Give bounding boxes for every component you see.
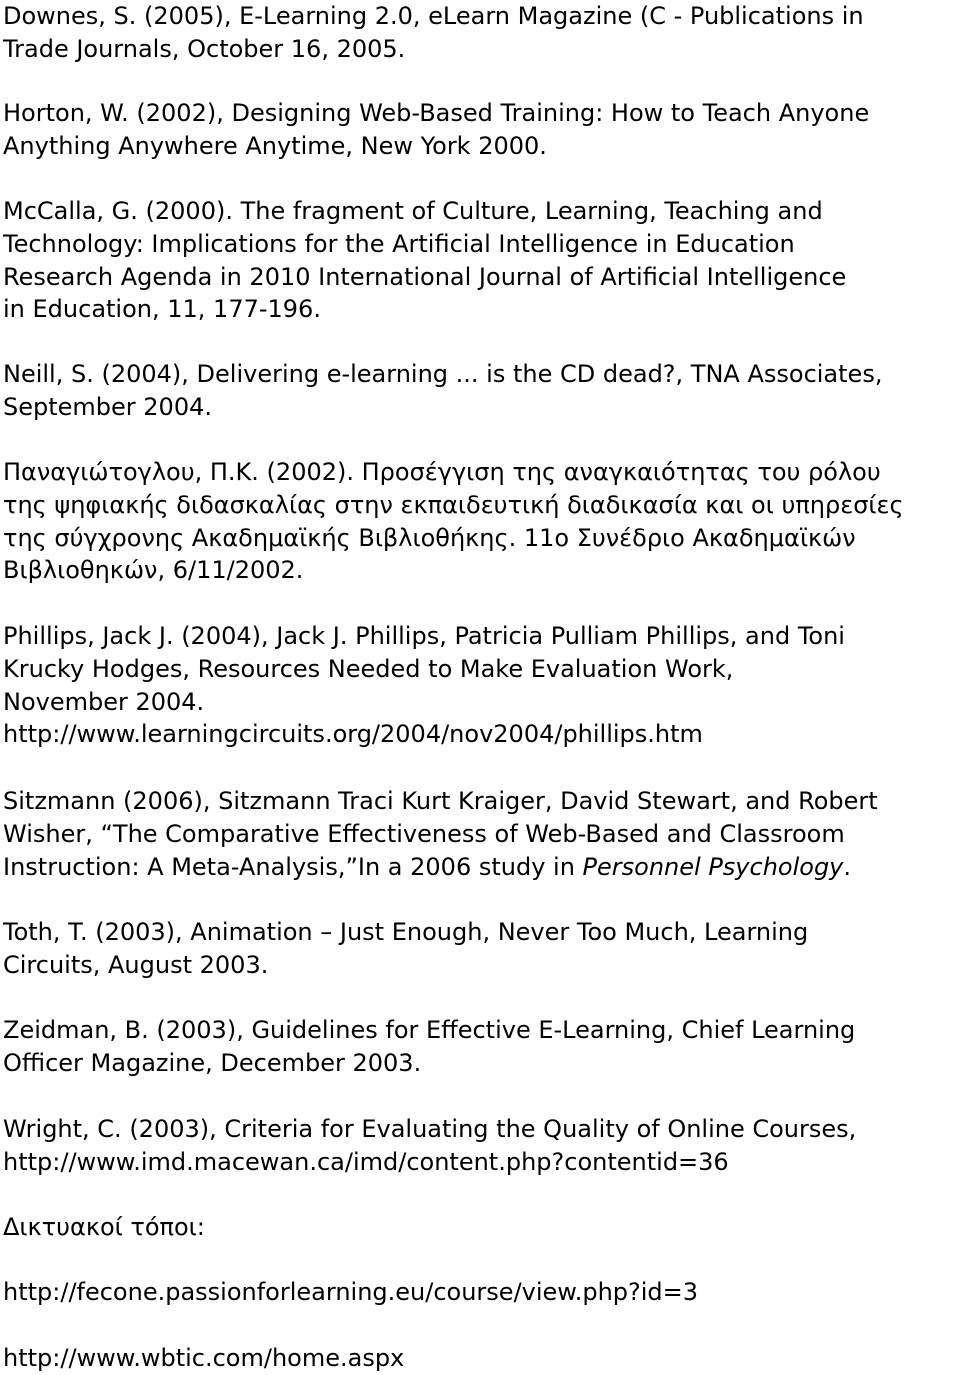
journal-title: Personnel Psychology <box>582 852 844 881</box>
reference-line: November 2004. <box>3 687 205 716</box>
reference-neill <box>3 358 958 424</box>
reference-line: Phillips, Jack J. (2004), Jack J. Phillips, Patricia Pulliam Phillips, and Toni <box>3 622 845 650</box>
reference-wright <box>3 1113 958 1179</box>
reference-downes <box>3 0 958 66</box>
reference-line: Παναγιώτογλου, Π.Κ. (2002). Προσέγγιση της αναγκαιότητας του ρόλου <box>3 458 881 486</box>
reference-line: Krucky Hodges, Resources Needed to Make Evaluation Work, <box>3 654 734 683</box>
reference-line: Wright, C. (2003), Criteria for Evaluating the Quality of Online Courses, <box>3 1115 857 1143</box>
reference-line: Sitzmann (2006), Sitzmann Traci Kurt Kraiger, David Stewart, and Robert <box>3 787 878 815</box>
reference-zeidman <box>3 1014 958 1080</box>
website-link[interactable]: http://www.wbtic.com/home.aspx <box>3 1344 405 1372</box>
reference-horton <box>3 97 958 163</box>
reference-line: Research Agenda in 2010 International Journal of Artificial Intelligence <box>3 262 847 291</box>
reference-line: Trade Journals, October 16, 2005. <box>3 34 406 63</box>
reference-line: September 2004. <box>3 392 212 421</box>
reference-line: Circuits, August 2003. <box>3 950 269 979</box>
reference-mccalla <box>3 195 958 326</box>
reference-line: in Education, 11, 177-196. <box>3 295 321 324</box>
reference-line: Horton, W. (2002), Designing Web-Based Training: How to Teach Anyone <box>3 99 870 127</box>
reference-sitzmann <box>3 785 958 883</box>
reference-toth <box>3 916 958 982</box>
reference-line: Wisher, “The Comparative Effectiveness of Web-Based and Classroom <box>3 819 845 848</box>
reference-line: Anything Anywhere Anytime, New York 2000. <box>3 131 547 160</box>
reference-line-text: . <box>843 852 852 881</box>
website-link[interactable]: http://fecone.passionforlearning.eu/course/view.php?id=3 <box>3 1278 699 1306</box>
reference-line <box>3 851 958 884</box>
reference-line: της σύγχρονης Ακαδημαϊκής Βιβλιοθήκης. 11ο Συνέδριο Ακαδημαϊκών <box>3 523 856 552</box>
reference-line: Technology: Implications for the Artificial Intelligence in Education <box>3 229 795 258</box>
reference-line: Neill, S. (2004), Delivering e-learning ... is the CD dead?, TNA Associates, <box>3 360 883 388</box>
reference-line: Zeidman, B. (2003), Guidelines for Effective E-Learning, Chief Learning <box>3 1016 856 1044</box>
reference-link[interactable]: http://www.learningcircuits.org/2004/nov2004/phillips.htm <box>3 720 703 749</box>
websites-heading: Δικτυακοί τόποι: <box>3 1213 205 1241</box>
reference-line: Βιβλιοθηκών, 6/11/2002. <box>3 556 304 585</box>
reference-line: Toth, T. (2003), Animation – Just Enough, Never Too Much, Learning <box>3 918 809 946</box>
reference-line: της ψηφιακής διδασκαλίας στην εκπαιδευτική διαδικασία και οι υπηρεσίες <box>3 490 904 519</box>
reference-line: Downes, S. (2005), E-Learning 2.0, eLearn Magazine (C - Publications in <box>3 2 864 30</box>
reference-link[interactable]: http://www.imd.macewan.ca/imd/content.php?contentid=36 <box>3 1147 729 1176</box>
reference-panagiotoglou <box>3 456 958 587</box>
reference-line: McCalla, G. (2000). The fragment of Culture, Learning, Teaching and <box>3 197 823 225</box>
reference-phillips <box>3 620 958 751</box>
reference-line-text: Instruction: A Meta-Analysis,”In a 2006 study in <box>3 852 583 881</box>
reference-line: Officer Magazine, December 2003. <box>3 1048 422 1077</box>
